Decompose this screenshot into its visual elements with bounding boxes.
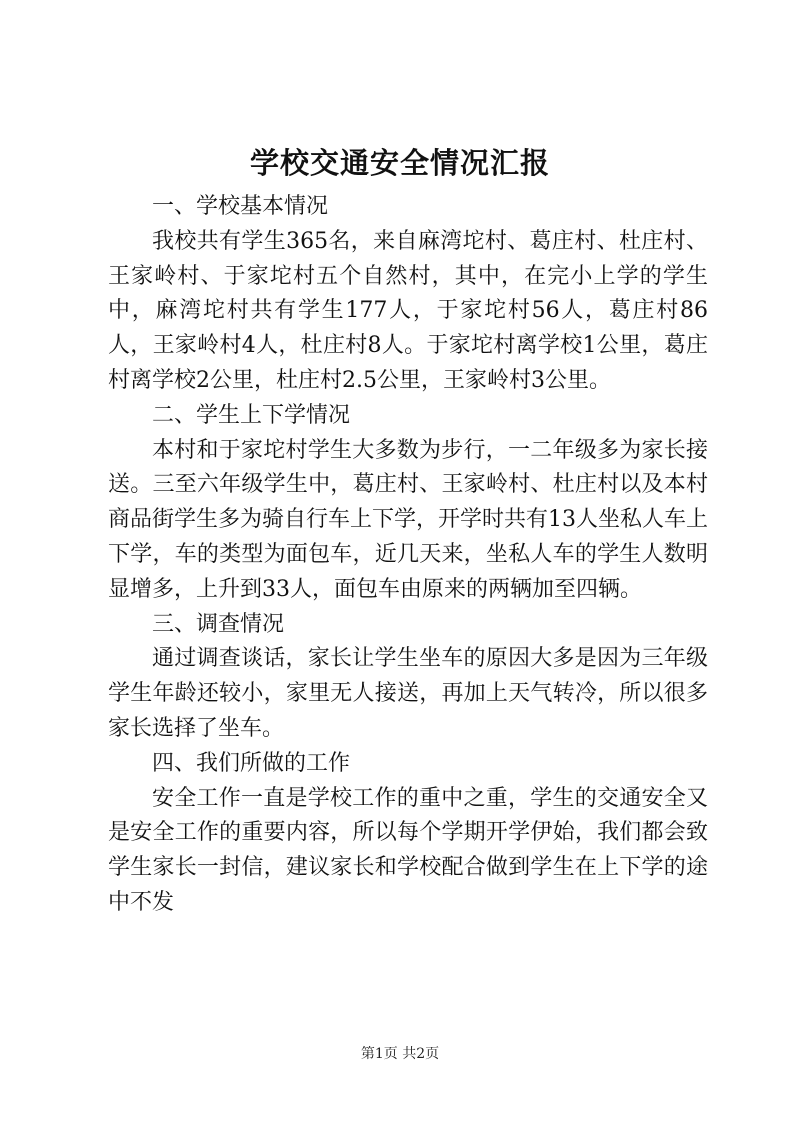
page-number: 第1页 共2页 [360, 1046, 440, 1062]
document-title: 学校交通安全情况汇报 [249, 146, 550, 180]
paragraph-work-done: 安全工作一直是学校工作的重中之重，学生的交通安全又是安全工作的重要内容，所以每个学期开学伊始，我们都会致学生家长一封信，建议家长和学校配合做到学生在上下学的途中不发 [108, 785, 708, 915]
section-heading-survey: 三、调查情况 [152, 611, 285, 637]
section-heading-basic-info: 一、学校基本情况 [152, 194, 329, 219]
paragraph-basic-info: 我校共有学生365名，来自麻湾坨村、葛庄村、杜庄村、王家岭村、于家坨村五个自然村，其中，在完小上学的学生中，麻湾坨村共有学生177人，于家坨村56人，葛庄村86人，王家岭村4人，杜庄村8人。于家坨村离学校1公里，葛庄村离学校2公里，杜庄村2.5公里，王家岭村3公里。 [108, 228, 708, 393]
section-heading-work-done: 四、我们所做的工作 [152, 750, 351, 776]
document-body [108, 190, 708, 921]
page-footer [0, 1044, 800, 1064]
section-heading-commute: 二、学生上下学情况 [152, 402, 351, 428]
paragraph-commute: 本村和于家坨村学生大多数为步行，一二年级多为家长接送。三至六年级学生中，葛庄村、王家岭村、杜庄村以及本村商品街学生多为骑自行车上下学，开学时共有13人坐私人车上下学，车的类型为面包车，近几天来，坐私人车的学生人数明显增多，上升到33人，面包车由原来的两辆加至四辆。 [108, 437, 708, 602]
paragraph-survey: 通过调查谈话，家长让学生坐车的原因大多是因为三年级学生年龄还较小，家里无人接送，再加上天气转冷，所以很多家长选择了坐车。 [108, 646, 708, 741]
